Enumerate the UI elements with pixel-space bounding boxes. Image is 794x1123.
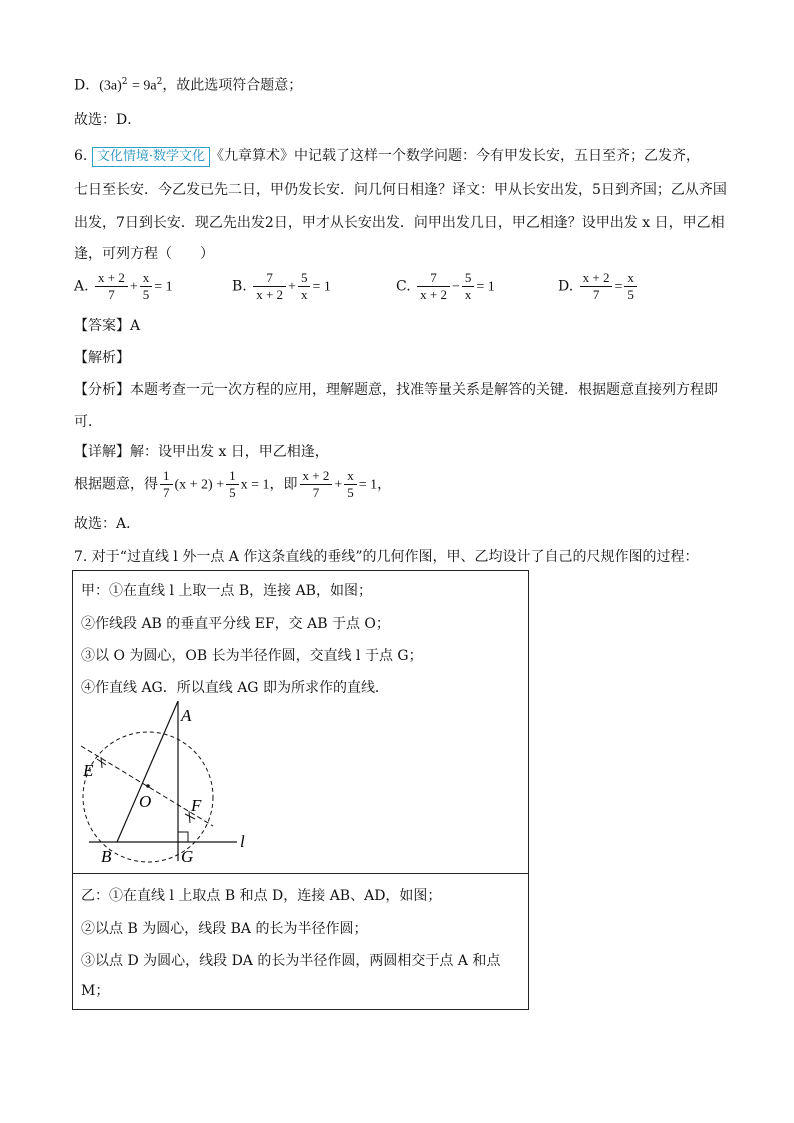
q6-answer: 【答案】A [74, 318, 141, 334]
right-angle-mark [178, 832, 188, 842]
yi-step-2: ②以点 B 为圆心，线段 BA 的长为半径作圆； [81, 921, 368, 937]
label-g: G [181, 847, 194, 866]
q6-option-b: B. $\frac{7}{x + 2}$ + $\frac{5}{x}$ = 1 [232, 270, 331, 302]
yi-step-4: M； [81, 983, 110, 999]
label-b: B [101, 847, 112, 866]
q6-option-c: C. $\frac{7}{x + 2}$ − $\frac{5}{x}$ = 1 [396, 270, 495, 302]
q6-option-a: A. $\frac{x + 2}{7}$ + $\frac{x}{5}$ = 1 [74, 270, 173, 302]
jia-step-3: ③以 O 为圆心，OB 长为半径作圆，交直线 l 于点 G； [81, 648, 423, 664]
yi-step-3: ③以点 D 为圆心，线段 DA 的长为半径作圆，两圆相交于点 A 和点 [81, 953, 501, 969]
q6-final: 故选：A． [74, 516, 141, 532]
q6-line4: 逢，可列方程（ ） [74, 246, 214, 262]
q7-intro: 7. 对于“过直线 l 外一点 A 作这条直线的垂线”的几何作图，甲、乙均设计了自己的尺规作图的过程： [74, 549, 699, 565]
q6-line3: 出发，7日到长安．现乙先出发2日，甲才从长安出发．问甲出发几日，甲乙相逢？设甲出发 x 日，甲乙相 [74, 215, 725, 231]
q6-option-d: D. $\frac{x + 2}{7}$ = $\frac{x}{5}$ [558, 270, 639, 303]
q6-detail-1: 【详解】解：设甲出发 x 日，甲乙相逢， [74, 444, 329, 460]
label-e: E [83, 761, 94, 780]
q6-line1: 6. 文化情境·数学文化 《九章算术》中记载了这样一个数学问题：今有甲发长安，五日至齐；乙发齐， [74, 146, 700, 167]
label-l: l [240, 832, 245, 851]
answer-prev: 故选：D． [74, 112, 142, 128]
jia-step-1: 甲：①在直线 l 上取一点 B，连接 AB，如图； [81, 583, 372, 599]
q7-jia-box [72, 570, 529, 874]
q6-analysis-heading: 【解析】 [74, 350, 130, 366]
segment-ab [117, 701, 178, 842]
jia-construction-figure [77, 701, 277, 871]
label-f: F [191, 796, 202, 815]
label-a: A [181, 706, 192, 725]
q6-line2: 七日至长安．今乙发已先二日，甲仍发长安．问几何日相逢？译文：甲从长安出发，5日到齐国；乙从齐国 [74, 182, 727, 198]
option-d-conclusion: D．$(3a)^2 = 9a^2$，故此选项符合题意； [74, 77, 303, 94]
q6-badge: 文化情境·数学文化 [92, 147, 210, 167]
q7-yi-box [72, 873, 529, 1010]
q6-detail-2: 根据题意，得 $\frac{1}{7}$ (x + 2) + $\frac{1}{5}$ x = 1，即 $\frac{x + 2}{7}$ + $\frac{x}{5}$ = 1， [74, 468, 392, 500]
label-o: O [139, 792, 152, 811]
q6-analysis-2: 可． [74, 414, 102, 430]
jia-step-2: ②作线段 AB 的垂直平分线 EF，交 AB 于点 O； [81, 616, 390, 632]
arc-mark-e [97, 757, 106, 768]
q6-analysis-1: 【分析】本题考查一元一次方程的应用，理解题意，找准等量关系是解答的关键．根据题意直接列方程即 [74, 382, 718, 398]
d-base: (3a) [99, 78, 122, 94]
yi-step-1: 乙：①在直线 l 上取点 B 和点 D，连接 AB、AD，如图； [81, 888, 442, 904]
jia-step-4: ④作直线 AG．所以直线 AG 即为所求作的直线． [81, 680, 389, 696]
point-o [146, 784, 150, 788]
